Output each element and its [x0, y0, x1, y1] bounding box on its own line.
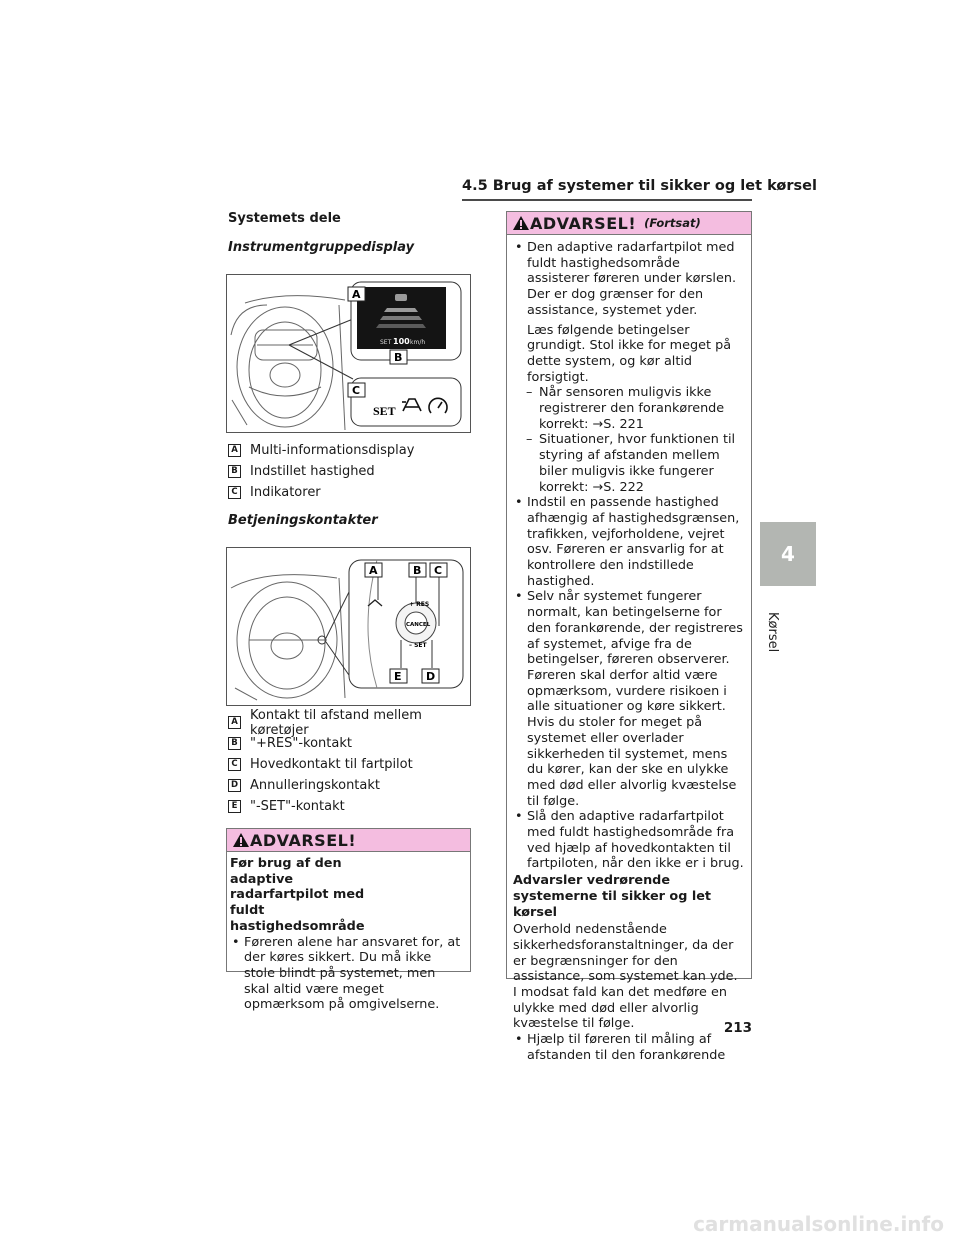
- set-indicator-text: SET: [373, 404, 396, 418]
- page-number: 213: [723, 1020, 752, 1036]
- bullet-text: Læs følgende betingelser grundigt. Stol ikke for meget på dette system, og kør altid forsigtigt.: [527, 322, 732, 385]
- callout-b-label: B: [413, 564, 422, 577]
- legend-text: Kontakt til afstand mellem køretøjer: [250, 707, 422, 738]
- warning-triangle-icon: [512, 215, 530, 231]
- legend-item: [228, 754, 468, 775]
- set-unit-text: km/h: [410, 339, 426, 346]
- warning-paragraph: Overhold nedenstående sikkerhedsforanstaltninger, da der er begrænsninger for den assistance, som systemet kan yde. I modsat fald kan det medføre en ulykke med død eller alvorlig kvæstelse til følge.: [513, 922, 738, 1032]
- legend-text: Annulleringskontakt: [250, 778, 380, 793]
- callout-b-label: B: [394, 351, 403, 364]
- key-badge: B: [228, 465, 241, 478]
- section-header: 4.5 Brug af systemer til sikker og let kørsel: [462, 178, 817, 194]
- key-badge: B: [228, 737, 241, 750]
- set-display-text: SET: [380, 339, 392, 346]
- key-badge: C: [228, 758, 241, 771]
- warning-bullet: • Indstil en passende hastighed afhængig af hastighedsgrænsen, trafikken, vejforholdene, vejret osv. Føreren er ansvarlig for at kontrollere den indstillede hastighed.: [513, 495, 745, 589]
- legend-text: "-SET"-kontakt: [250, 799, 345, 814]
- set-speed-text: 100: [393, 337, 410, 346]
- warning-box: [226, 828, 471, 1013]
- legend-text: Multi-informationsdisplay: [250, 443, 415, 458]
- warning-bullet: • Føreren alene har ansvaret for, at der køres sikkert. Du må ikke stole blindt på systemet, men skal altid være meget opmærksom på omgivelserne.: [230, 935, 464, 1014]
- dash-item: – Situationer, hvor funktionen til styring af afstanden mellem biler muligvis ikke fungerer korrekt: →S. 222: [513, 432, 745, 495]
- warning-bullet: [513, 240, 745, 495]
- legend-display: [228, 440, 468, 503]
- legend-item: [228, 461, 468, 482]
- warning-bullet: • Selv når systemet fungerer normalt, kan betingelserne for den forankørende, der registreres af systemet, afvige fra de betingelser, føreren observerer. Føreren skal derfor altid være opmærksom, vurdere risikoen i alle situationer og køre sikkert. Hvis du stoler for meget på systemet eller overlader sikkerheden til systemet, mens du kører, kan der ske en ulykke med død eller alvorlig kvæstelse til følge.: [513, 589, 745, 809]
- callout-c-label: C: [352, 384, 361, 397]
- warning-continued: (Fortsat): [644, 216, 701, 230]
- legend-text: Indikatorer: [250, 485, 321, 500]
- legend-switches: [228, 707, 468, 817]
- key-badge: D: [228, 779, 241, 792]
- subheading-switches: Betjeningskontakter: [228, 513, 378, 528]
- cancel-switch-label: CANCEL: [406, 622, 431, 628]
- key-badge: E: [228, 800, 241, 813]
- warning-title: ADVARSEL!: [250, 830, 357, 850]
- callout-d-label: D: [426, 670, 436, 683]
- dash-item: – Når sensoren muligvis ikke registrerer den forankørende korrekt: →S. 221: [513, 385, 745, 432]
- key-badge: A: [228, 716, 241, 729]
- chapter-label: Kørsel: [765, 612, 780, 653]
- warning-triangle-icon: [232, 832, 250, 848]
- warning-header: [507, 212, 751, 235]
- res-switch-label: + RES: [409, 601, 430, 608]
- key-badge: C: [228, 486, 241, 499]
- warning-heading: Før brug af den adaptive radarfartpilot med fuldt hastighedsområde: [230, 856, 365, 934]
- callout-c-label: C: [434, 564, 443, 577]
- header-rule: [462, 199, 752, 201]
- bullet-text: • Den adaptive radarfartpilot med fuldt hastighedsområde assisterer føreren under kørslen. Der er dog grænser for den assistance, systemet yder.: [527, 240, 737, 318]
- legend-text: Hovedkontakt til fartpilot: [250, 757, 413, 772]
- subheading-display: Instrumentgruppedisplay: [228, 240, 415, 255]
- legend-text: Indstillet hastighed: [250, 464, 375, 479]
- instrument-cluster-figure: [226, 274, 471, 433]
- steering-switch-illustration: [227, 548, 470, 705]
- warning-bullet: • Slå den adaptive radarfartpilot med fuldt hastighedsområde fra ved hjælp af hovedkontakten til fartpiloten, når den ikke er i brug.: [513, 809, 745, 872]
- callout-a-label: A: [369, 564, 378, 577]
- legend-item: [228, 440, 468, 461]
- switches-figure: [226, 547, 471, 706]
- legend-item: [228, 796, 468, 817]
- callout-e-label: E: [394, 670, 402, 683]
- legend-item: [228, 707, 468, 738]
- warning-bullet: • Hjælp til føreren til måling af afstanden til den forankørende: [513, 1032, 745, 1063]
- section-title: Systemets dele: [228, 211, 341, 226]
- warning-header: [227, 829, 470, 852]
- instrument-cluster-illustration: [227, 275, 470, 432]
- legend-text: "+RES"-kontakt: [250, 736, 352, 751]
- legend-item: [228, 775, 468, 796]
- legend-item: [228, 482, 468, 503]
- key-badge: A: [228, 444, 241, 457]
- chapter-tab: 4: [760, 522, 816, 586]
- footer-watermark: carmanualsonline.info: [693, 1212, 944, 1236]
- set-switch-label: – SET: [409, 642, 427, 649]
- callout-a-label: A: [352, 288, 361, 301]
- warning-title: ADVARSEL!: [530, 213, 637, 233]
- warning-heading: Advarsler vedrørende systemerne til sikker og let kørsel: [513, 873, 712, 920]
